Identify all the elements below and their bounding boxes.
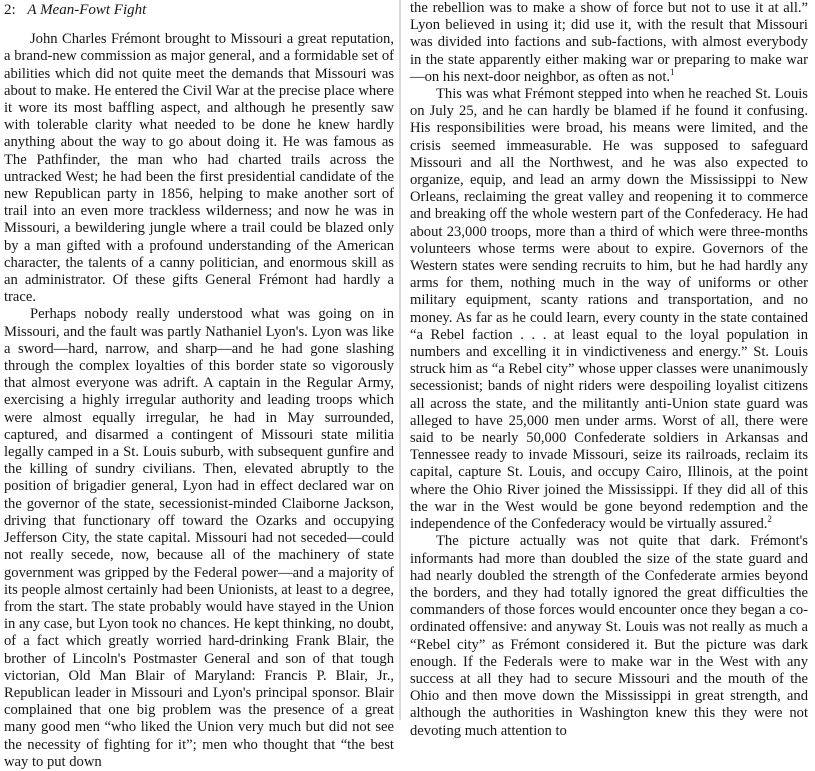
paragraph-picture-not-dark: The picture actually was not quite that dark. Frémont's informants had more than doubled the size of the state guard and had nearly doubled the strength of the Confederate armies beyond the borders, and they had totally ignored the great difficulties the commanders of those forces would encounter once they began a co-ordinated offensive: and anyway St. Louis was not really as much a “Rebel city” as Frémont considered it. But the picture was dark enough. If the Federals were to make war in the West with any success at all they had to secure Missouri and the mouth of the Ohio and then move down the Mississippi in great strength, and although the authorities in Washington knew this they were not devoting much attention to [410,533,808,739]
fremont-arrival-text: This was what Frémont stepped into when he reached St. Louis on July 25, and he can hardly be blamed if he found it confusing. His responsibilities were broad, his means were limited, and the crisis seemed immeasurable. He was supposed to safeguard Missouri and all the Northwest, and he was also expected to organize, equip, and lead an army down the Mississippi to New Orleans, reclaiming the great valley and reopening it to commerce and breaking off the whole western part of the Confederacy. He had about 23,000 troops, more than a third of which were three-months volunteers whose terms were about to expire. Governors of the Western states were sending recruits to him, but he had hardly any arms for them, nothing much in the way of uniforms or other military equipment, scanty rations and transportation, and no money. As far as he could learn, every county in the state contained “a Rebel faction . . . at least equal to the loyal population in numbers and excelling it in vindictiveness and energy.” St. Louis struck him as “a Rebel city” whose upper classes were unanimously secessionist; bands of night riders were despoiling loyalist citizens all across the state, and the militantly anti-Union state guard was alleged to have 25,000 men under arms. Worst of all, there were said to be nearly 50,000 Confederate soldiers in Arkansas and Tennessee ready to invade Missouri, seize its railroads, reclaim its capital, capture St. Louis, and occupy Cairo, Illinois, at the point where the Ohio River joined the Mississippi. If they did all of this the war in the West would be gone beyond redemption and the independence of the Confederacy would be virtually assured. [410,86,808,533]
chapter-heading [4,2,394,19]
paragraph-2: Perhaps nobody really understood what was going on in Missouri, and the fault was partly Nathaniel Lyon's. Lyon was like a sword—hard, narrow, and sharp—and he had gone slashing through the complex loyalties of this border state so vigorously that almost everyone was adrift. A captain in the Regular Army, exercising a highly irregular authority and leading troops which were almost equally irregular, he had in May surrounded, captured, and disarmed a contingent of Missouri state militia legally camped in a St. Louis suburb, with subsequent gunfire and the killing of sundry civilians. Then, elevated abruptly to the position of brigadier general, Lyon had in effect declared war on the governor of the state, secessionist-minded Claiborne Jackson, driving that functionary off toward the Ozarks and occupying Jefferson City, the state capital. Missouri had not seceded—could not really secede, now, because all of the machinery of state government was gripped by the Federal power—and a majority of its people almost certainly had been Unionists, at least to a degree, from the start. The state probably would have stayed in the Union in any case, but Lyon took no chances. He kept thinking, no doubt, of a fact which greatly worried hard-drinking Frank Blair, the brother of Lincoln's Postmaster General and son of that tough victorian, Old Man Blair of Maryland: Francis P. Blair, Jr., Republican leader in Missouri and Lyon's principal sponsor. Blair complained that one big problem was the presence of a great many good men “who liked the Union very much but did not see the necessity of fighting for it”; men who thought that “the best way to put down [4,306,394,770]
footnote-marker-1: 1 [670,66,675,77]
left-column [4,0,394,771]
chapter-number: 2: [4,2,16,18]
continuation-text: the rebellion was to make a show of force but not to use it at all.” Lyon believed in using it; did use it, with the result that Missouri was divided into factions and sub-factions, with almost everybody in the state apparently either making war or preparing to make war—on his next-door neighbor, as often as not. [410,0,808,85]
paragraph-fremont-arrival [410,86,808,533]
footnote-marker-2: 2 [767,514,772,525]
column-gutter [399,0,401,720]
paragraph-1: John Charles Frémont brought to Missouri a great reputation, a brand-new commission as major general, and a formidable set of abilities which did not quite meet the demands that Missouri was about to make. He entered the Civil War at the precise place where it wore its most baffling aspect, and although he presently saw with tolerable clarity what needed to be done he knew hardly anything about the way to go about doing it. He was famous as The Pathfinder, the man who had charted trails across the untracked West; he had been the first presidential candidate of the new Republican party in 1856, helping to make another sort of trail into an even more trackless wilderness; and now he was in Missouri, a bewildering jungle where a trail could be blazed only by a man gifted with a profound understanding of the American character, the talents of a canny politician, and enormous skill as an administrator. Of these gifts General Frémont had hardly a trace. [4,31,394,306]
paragraph-continuation [410,0,808,86]
chapter-title: A Mean-Fowt Fight [27,2,147,18]
right-column [410,0,808,740]
